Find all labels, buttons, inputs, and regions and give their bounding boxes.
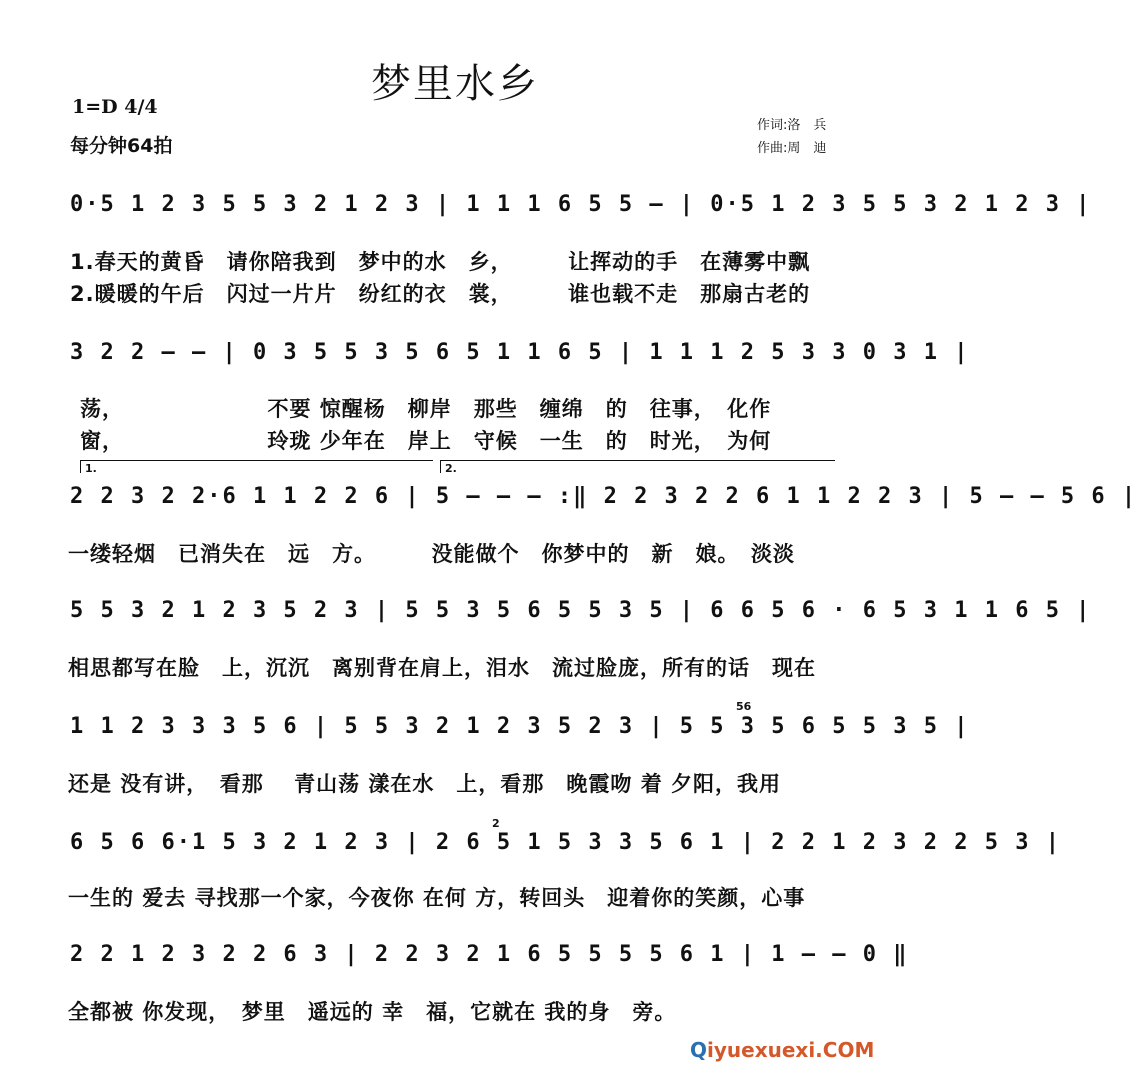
- site-watermark: Qiyuexuexi.COM: [690, 1038, 875, 1062]
- composer-credit: 作曲:周 迪: [757, 141, 827, 156]
- first-ending-bracket: [80, 460, 433, 473]
- lyrics-line-7: 全都被 你发现， 梦里 遥远的 幸 福，它就在 我的身 旁。: [68, 1000, 677, 1024]
- lyricist-credit: 作词:洛 兵: [757, 118, 827, 133]
- notation-line-1: 0·5 1 2 3 5 5 3 2 1 2 3 | 1 1 1 6 5 5 – | 0·5 1 2 3 5 5 3 2 1 2 3 |: [70, 192, 1092, 217]
- notation-line-4: 5 5 3 2 1 2 3 5 2 3 | 5 5 3 5 6 5 5 3 5 | 6 6 5 6 · 6 5 3 1 1 6 5 |: [70, 598, 1092, 623]
- notation-line-7: 2 2 1 2 3 2 2 6 3 | 2 2 3 2 1 6 5 5 5 5 6 1 | 1 – – 0 ‖: [70, 942, 909, 967]
- lyrics-line-1-verse-1: 1.春天的黄昏 请你陪我到 梦中的水 乡， 让挥动的手 在薄雾中飘: [70, 250, 811, 274]
- lyrics-line-2-verse-2: 窗， 玲珑 少年在 岸上 守候 一生 的 时光， 为何: [80, 429, 772, 453]
- lyrics-line-6: 一生的 爱去 寻找那一个家，今夜你 在何 方，转回头 迎着你的笑颜，心事: [68, 886, 806, 910]
- second-ending-mark: 2.: [445, 462, 457, 475]
- lyrics-line-1-verse-2: 2.暖暖的午后 闪过一片片 纷红的衣 裳， 谁也载不走 那扇古老的: [70, 282, 811, 306]
- grace-note-56: 56: [736, 700, 752, 713]
- notation-line-3: 2 2 3 2 2·6 1 1 2 2 6 | 5 – – – :‖ 2 2 3 2 2 6 1 1 2 2 3 | 5 – – 5 6 |: [70, 484, 1137, 509]
- notation-line-2: 3 2 2 – – | 0 3 5 5 3 5 6 5 1 1 6 5 | 1 1 1 2 5 3 3 0 3 1 |: [70, 340, 970, 365]
- grace-note-2: 2: [492, 817, 500, 830]
- first-ending-mark: 1.: [85, 462, 97, 475]
- lyrics-line-2-verse-1: 荡， 不要 惊醒杨 柳岸 那些 缠绵 的 往事， 化作: [80, 397, 772, 421]
- lyrics-line-3: 一缕轻烟 已消失在 远 方。 没能做个 你梦中的 新 娘。 淡淡: [68, 542, 795, 566]
- notation-line-5: 1 1 2 3 3 3 5 6 | 5 5 3 2 1 2 3 5 2 3 | 5 5 3 5 6 5 5 3 5 |: [70, 714, 970, 739]
- second-ending-bracket: [440, 460, 835, 473]
- lyrics-line-4: 相思都写在脸 上，沉沉 离别背在肩上，泪水 流过脸庞，所有的话 现在: [68, 656, 816, 680]
- lyrics-line-5: 还是 没有讲， 看那 青山荡 漾在水 上，看那 晚霞吻 着 夕阳，我用: [68, 772, 782, 796]
- tempo-marking: 每分钟64拍: [70, 135, 173, 157]
- key-signature: 1=D 4/4: [72, 96, 158, 118]
- notation-line-6: 6 5 6 6·1 5 3 2 1 2 3 | 2 6 5 1 5 3 3 5 6 1 | 2 2 1 2 3 2 2 5 3 |: [70, 830, 1061, 855]
- song-title: 梦里水乡: [371, 61, 539, 107]
